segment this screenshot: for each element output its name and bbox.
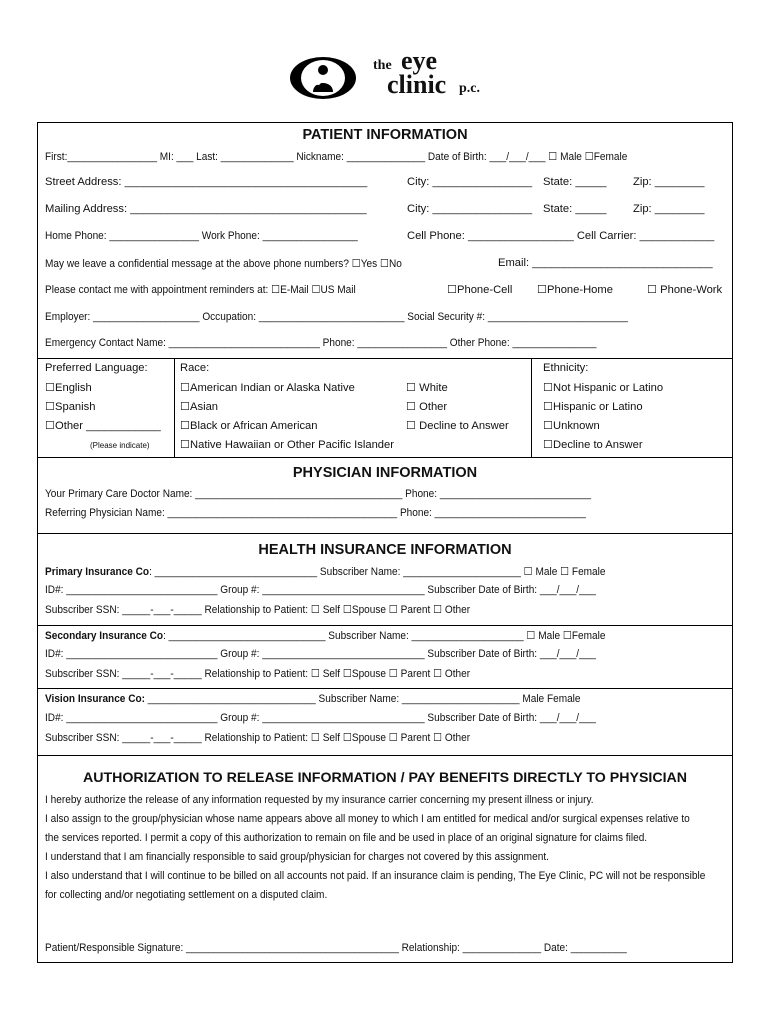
referring-physician-line[interactable]: Referring Physician Name: _________________________________________ Phone: ___________________________ (45, 507, 586, 519)
state-field[interactable]: State: _____ (543, 176, 607, 188)
divider-secondary (37, 625, 733, 626)
race-native-hawaiian[interactable]: ☐Native Hawaiian or Other Pacific Islander (180, 439, 394, 451)
authorization-paragraph-2: I also assign to the group/physician whose name appears above all money to which I am entitled for medical and/or surgical expenses relative to the services reported. I permit a copy of this authorization to remain on file and be used in place of an original signature for claims filed. (45, 813, 690, 844)
divider-demographics-top (37, 358, 733, 359)
secondary-id-line[interactable]: ID#: ___________________________ Group #: _____________________________ Subscriber Date of Birth: ___/___/___ (45, 648, 596, 660)
logo-word-clinic: clinic (387, 70, 447, 99)
emergency-contact-line[interactable]: Emergency Contact Name: ___________________________ Phone: ________________ Other Phone: _______________ (45, 337, 597, 349)
language-note: (Please indicate) (90, 441, 150, 450)
divider-race-ethnicity (531, 358, 532, 457)
mailing-state-field[interactable]: State: _____ (543, 203, 607, 215)
secondary-insurance-line[interactable] (45, 629, 662, 642)
primary-insurance-label: Primary Insurance Co (45, 566, 150, 578)
primary-insurance-line[interactable] (45, 565, 662, 578)
reminder-phone-home[interactable]: ☐Phone-Home (537, 284, 613, 296)
primary-insurance-fields[interactable]: : _____________________________ Subscriber Name: _____________________ ☐ Male ☐ Female (149, 566, 606, 578)
patient-name-dob-line[interactable]: First:________________ MI: ___ Last: _____________ Nickname: ______________ Date of Birth: ___/___/___ ☐ Male ☐Female (45, 151, 628, 163)
divider-physician-top (37, 457, 733, 458)
appointment-reminder-line[interactable]: Please contact me with appointment reminders at: ☐E-Mail ☐US Mail (45, 284, 356, 296)
logo-word-eye: eye (401, 46, 438, 75)
divider-authorization-top (37, 755, 733, 756)
signature-line[interactable]: Patient/Responsible Signature: ______________________________________ Relationship: ______________ Date: __________ (45, 942, 627, 954)
primary-care-doctor-line[interactable]: Your Primary Care Doctor Name: _____________________________________ Phone: ___________________________ (45, 488, 592, 500)
email-field[interactable]: Email: _____________________________ (498, 257, 713, 269)
race-white[interactable]: ☐ White (406, 382, 448, 394)
race-asian[interactable]: ☐Asian (180, 401, 219, 413)
divider-language-race (174, 358, 175, 457)
vision-insurance-line[interactable] (45, 693, 662, 705)
divider-vision (37, 688, 733, 689)
language-spanish[interactable]: ☐Spanish (45, 401, 96, 413)
authorization-text (45, 791, 706, 905)
logo-word-pc: p.c. (459, 81, 480, 96)
authorization-paragraph-3: I understand that I am financially responsible to said group/physician for charges not covered by this assignment. (45, 851, 549, 863)
race-header: Race: (180, 362, 210, 374)
secondary-insurance-label: Secondary Insurance Co (45, 630, 164, 642)
race-american-indian[interactable]: ☐American Indian or Alaska Native (180, 382, 355, 394)
mailing-city-field[interactable]: City: ________________ (407, 203, 533, 215)
authorization-title: AUTHORIZATION TO RELEASE INFORMATION / PAY BENEFITS DIRECTLY TO PHYSICIAN (82, 770, 688, 786)
ethnicity-header: Ethnicity: (543, 362, 589, 374)
clinic-logo (289, 46, 499, 104)
language-header: Preferred Language: (45, 362, 148, 374)
ethnicity-hispanic[interactable]: ☐Hispanic or Latino (543, 401, 643, 413)
secondary-insurance-fields[interactable]: : ____________________________ Subscriber Name: ____________________ ☐ Male ☐Female (163, 630, 606, 642)
confidential-message-line[interactable]: May we leave a confidential message at the above phone numbers? ☐Yes ☐No (45, 258, 402, 270)
reminder-phone-cell[interactable]: ☐Phone-Cell (447, 284, 513, 296)
race-other[interactable]: ☐ Other (406, 401, 448, 413)
city-field[interactable]: City: ________________ (407, 176, 533, 188)
ethnicity-not-hispanic[interactable]: ☐Not Hispanic or Latino (543, 382, 664, 394)
divider-insurance-top (37, 533, 733, 534)
race-black[interactable]: ☐Black or African American (180, 420, 318, 432)
logo-word-the: the (373, 58, 392, 73)
insurance-info-title: HEALTH INSURANCE INFORMATION (258, 542, 512, 558)
vision-insurance-label: Vision Insurance Co: (45, 693, 145, 705)
vision-insurance-fields[interactable]: ______________________________ Subscriber Name: _____________________ Male Female (144, 693, 581, 705)
primary-id-line[interactable]: ID#: ___________________________ Group #: _____________________________ Subscriber Date of Birth: ___/___/___ (45, 584, 596, 596)
vision-id-line[interactable]: ID#: ___________________________ Group #: _____________________________ Subscriber Date of Birth: ___/___/___ (45, 712, 596, 724)
ethnicity-unknown[interactable]: ☐Unknown (543, 420, 600, 432)
mailing-zip-field[interactable]: Zip: ________ (633, 203, 705, 215)
language-english[interactable]: ☐English (45, 382, 92, 394)
physician-info-title: PHYSICIAN INFORMATION (292, 465, 478, 481)
street-address-field[interactable]: Street Address: _______________________________________ (45, 176, 368, 188)
authorization-paragraph-1: I hereby authorize the release of any information requested by my insurance carrier concerning my present illness or injury. (45, 794, 594, 806)
employer-line[interactable]: Employer: ___________________ Occupation: __________________________ Social Security #: _________________________ (45, 311, 628, 323)
patient-info-title: PATIENT INFORMATION (302, 127, 468, 143)
mailing-address-field[interactable]: Mailing Address: ______________________________________ (45, 203, 367, 215)
clinic-logo-icon (289, 56, 357, 100)
ethnicity-decline[interactable]: ☐Decline to Answer (543, 439, 643, 451)
reminder-phone-work[interactable]: ☐ Phone-Work (647, 284, 723, 296)
cell-phone-line[interactable]: Cell Phone: _________________ Cell Carrier: ____________ (407, 230, 715, 242)
home-work-phone-line[interactable]: Home Phone: ________________ Work Phone: _________________ (45, 230, 358, 242)
authorization-paragraph-4: I also understand that I will continue to be billed on all accounts not paid. If an insurance claim is pending, The Eye Clinic, PC will not be responsible for collecting and/or negotiating settlement on a disputed claim. (45, 870, 706, 901)
language-other[interactable]: ☐Other ____________ (45, 420, 161, 432)
secondary-ssn-line[interactable]: Subscriber SSN: _____-___-_____ Relationship to Patient: ☐ Self ☐Spouse ☐ Parent ☐ Other (45, 668, 471, 680)
race-decline[interactable]: ☐ Decline to Answer (406, 420, 509, 432)
zip-field[interactable]: Zip: ________ (633, 176, 705, 188)
primary-ssn-line[interactable]: Subscriber SSN: _____-___-_____ Relationship to Patient: ☐ Self ☐Spouse ☐ Parent ☐ Other (45, 604, 471, 616)
vision-ssn-line[interactable]: Subscriber SSN: _____-___-_____ Relationship to Patient: ☐ Self ☐Spouse ☐ Parent ☐ Other (45, 732, 471, 744)
